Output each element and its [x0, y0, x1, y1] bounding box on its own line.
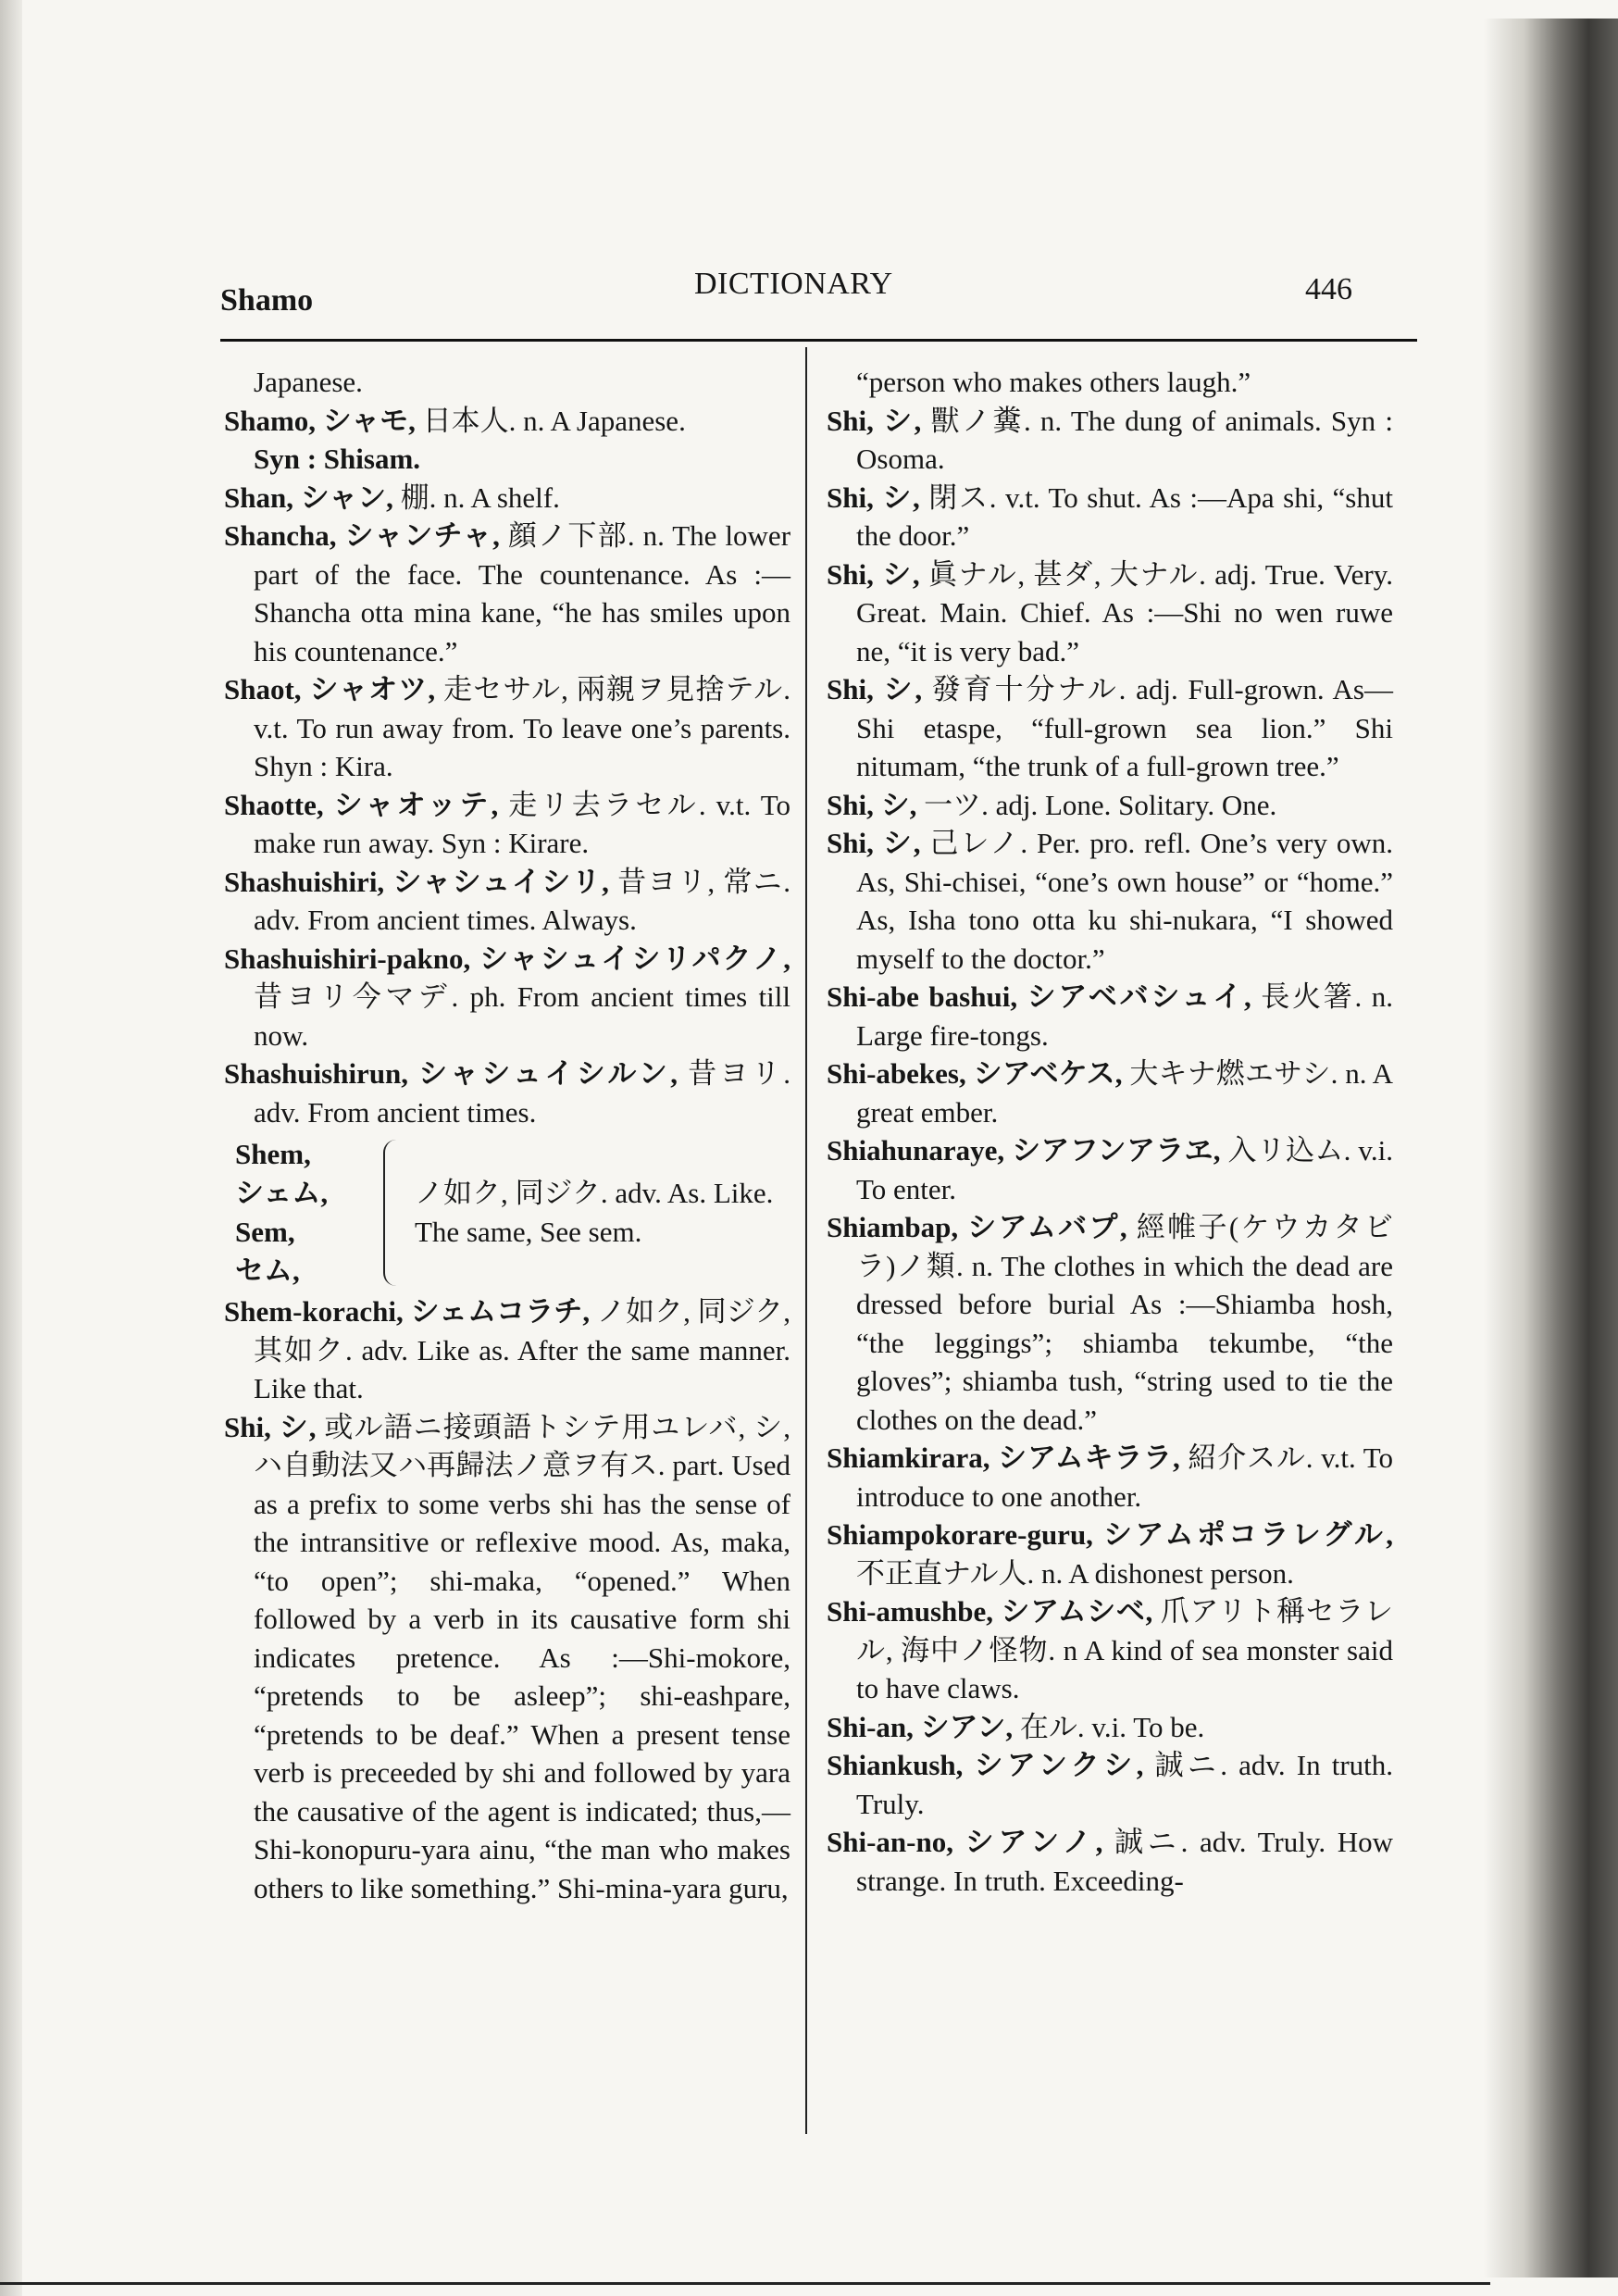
dictionary-entry — [827, 824, 1393, 978]
entry-definition: ノ如ク, 同ジク. adv. As. Like. The same, See sem. — [415, 1177, 774, 1248]
entry-headword: Shaot, シャオツ, — [224, 673, 436, 705]
dictionary-entry — [827, 1054, 1393, 1131]
entry-definition: 經帷子(ケウカタビラ)ノ類. n. The clothes in which the dead are dressed before burial As :—Shiamba hosh, “the leggings”; shiamba tekumbe, “the gloves”; shiamba tush, “string used to tie the clothes on the dead.” — [856, 1211, 1393, 1436]
synonym-text: Syn : Shisam. — [254, 443, 421, 475]
book-binding-shadow — [1484, 19, 1618, 2277]
entry-definition: 或ル語ニ接頭語トシテ用ユレバ, シ, ハ自動法又ハ再歸法ノ意ヲ有ス. part. Used as a prefix to some verbs shi has the sense of the intransitive or reflexive mood. As, maka, “to open”; shi-maka, “opened.” When followed by a verb in its causative form shi indicates pretence. As :—Shi-mokore, “pretends to be asleep”; shi-eashpare, “pretends to be deaf.” When a present tense verb is preceeded by shi and followed by yara the causative of the agent is indicated; thus,—Shi-konopuru-yara ainu, “the man who makes others to like something.” Shi-mina-yara guru, — [254, 1410, 790, 1904]
entry-headword: Shiankush, シアンクシ, — [827, 1749, 1144, 1781]
entry-definition: 走セサル, 兩親ヲ見捨テル. v.t. To run away from. To leave one’s parents. Shyn : Kira. — [254, 673, 791, 782]
continuation-text: “person who makes others laugh.” — [856, 366, 1251, 398]
dictionary-entry — [827, 1592, 1393, 1708]
dictionary-entry — [224, 517, 790, 670]
entry-headword: Shan, シャン, — [224, 480, 393, 514]
dictionary-entry — [827, 1439, 1393, 1516]
dictionary-entry — [827, 1708, 1393, 1747]
bracketed-entry — [235, 1135, 790, 1291]
entry-headword: Shi-an, シアン, — [827, 1710, 1014, 1743]
right-column — [827, 363, 1393, 1900]
dictionary-entry — [827, 1208, 1393, 1439]
entry-headword: Sem, — [235, 1216, 295, 1248]
header-rule — [220, 339, 1417, 342]
entry-definition: 昔ヨリ今マデ. ph. From ancient times till now. — [254, 980, 790, 1052]
bracketed-headwords — [235, 1135, 383, 1291]
running-head-left: Shamo — [220, 283, 314, 318]
dictionary-entry — [224, 863, 790, 940]
dictionary-entry — [827, 1823, 1393, 1900]
entry-headword: Shi-abe bashui, シアベバシュイ, — [827, 980, 1251, 1013]
entry-headword: Shashuishiri, シャシュイシリ, — [224, 865, 609, 898]
entry-definition: 顔ノ下部. n. The lower part of the face. The countenance. As :—Shancha otta mina kane, “he has smiles upon his countenance.” — [254, 519, 791, 668]
left-column — [224, 363, 790, 1907]
dictionary-entry — [224, 479, 790, 518]
entry-definition: 昔ヨリ. adv. From ancient times. — [254, 1057, 791, 1129]
entry-definition: 己レノ. Per. pro. refl. One’s very own. As, Shi-chisei, “one’s own house” or “home.” As, Isha tono otta ku shi-nukara, “I showed myself to the doctor.” — [856, 827, 1393, 975]
entry-definition: 在ル. v.i. To be. — [1013, 1710, 1205, 1743]
entry-continuation — [224, 363, 790, 402]
entry-headword: セム, — [235, 1254, 300, 1287]
entry-definition: 紹介スル. v.t. To introduce to one another. — [856, 1441, 1393, 1513]
dictionary-entry — [224, 940, 790, 1055]
dictionary-entry — [827, 978, 1393, 1054]
continuation-text: Japanese. — [254, 366, 363, 398]
dictionary-entry — [224, 670, 790, 786]
entry-definition: 獸ノ糞. n. The dung of animals. Syn : Osoma. — [856, 404, 1393, 475]
entry-definition: 眞ナル, 甚ダ, 大ナル. adj. True. Very. Great. Main. Chief. As :—Shi no wen ruwe ne, “it is very bad.” — [856, 557, 1393, 668]
entry-headword: Shiambap, シアムバプ, — [827, 1211, 1127, 1243]
dictionary-entry — [827, 479, 1393, 555]
dictionary-entry — [827, 402, 1393, 479]
entry-headword: Shi-amushbe, シアムシベ, — [827, 1595, 1153, 1628]
entry-headword: Shem, — [235, 1138, 311, 1170]
entry-definition: 誠ニ. adv. Truly. How strange. In truth. Exceeding- — [856, 1826, 1393, 1897]
bottom-edge — [0, 2282, 1490, 2285]
entry-headword: Shi, シ, — [827, 404, 922, 437]
entry-definition: 誠ニ. adv. In truth. Truly. — [856, 1749, 1394, 1820]
dictionary-entry — [224, 1408, 790, 1908]
entry-headword: Shi, シ, — [827, 557, 920, 591]
entry-headword: Shiampokorare-guru, シアムポコラレグル, — [827, 1518, 1393, 1551]
entry-headword: Shashuishirun, シャシュイシルン, — [224, 1057, 678, 1090]
column-divider — [805, 347, 807, 2134]
entry-headword: Shi, シ, — [827, 673, 923, 705]
entry-headword: Shiahunaraye, シアフンアラヱ, — [827, 1134, 1221, 1167]
entry-definition: 大キナ燃エサシ. n. A great ember. — [856, 1057, 1393, 1129]
entry-definition: 走リ去ラセル. v.t. To make run away. Syn : Kirare. — [254, 788, 791, 859]
entry-headword: Shashuishiri-pakno, シャシュイシリパクノ, — [224, 942, 790, 975]
entry-definition: 長火箸. n. Large fire-tongs. — [856, 980, 1393, 1052]
running-head-title: DICTIONARY — [694, 267, 893, 301]
brace-mark — [383, 1140, 402, 1286]
entry-headword: Shi-an-no, シアンノ, — [827, 1826, 1103, 1858]
entry-definition: 入リ込ム. v.i. To enter. — [856, 1134, 1393, 1205]
dictionary-entry — [827, 786, 1393, 825]
entry-headword: Shi, シ, — [224, 1410, 317, 1443]
entry-headword: Shancha, シャンチャ, — [224, 519, 500, 552]
page-number: 446 — [1305, 272, 1352, 306]
page-edge-shadow — [0, 0, 22, 2296]
entry-headword: Shi-abekes, シアベケス, — [827, 1057, 1123, 1090]
entry-headword: Shi, シ, — [827, 827, 921, 859]
dictionary-entry — [224, 402, 790, 441]
entry-definition: 爪アリト稱セラレル, 海中ノ怪物. n A kind of sea monster said to have claws. — [856, 1595, 1393, 1704]
dictionary-entry — [827, 670, 1393, 786]
entry-headword: シェム, — [235, 1177, 329, 1209]
entry-headword: Shi, シ, — [827, 788, 917, 821]
entry-definition: 一ツ. adj. Lone. Solitary. One. — [916, 788, 1277, 821]
entry-headword: Shi, シ, — [827, 480, 920, 514]
dictionary-entry — [827, 1131, 1393, 1208]
entry-continuation — [224, 440, 790, 479]
entry-headword: Shamo, シャモ, — [224, 404, 416, 437]
entry-definition: 昔ヨリ, 常ニ. adv. From ancient times. Always. — [254, 865, 790, 936]
entry-definition: 棚. n. A shelf. — [392, 480, 560, 514]
dictionary-entry — [224, 786, 790, 863]
dictionary-entry — [827, 555, 1393, 671]
entry-definition: ノ如ク, 同ジク, 其如ク. adv. Like as. After the same manner. Like that. — [254, 1295, 790, 1404]
entry-continuation — [827, 363, 1393, 402]
entry-definition: 閉ス. v.t. To shut. As :—Apa shi, “shut the door.” — [856, 480, 1393, 552]
entry-definition: 日本人. n. A Japanese. — [415, 404, 686, 437]
dictionary-entry — [224, 1292, 790, 1408]
dictionary-entry — [827, 1516, 1393, 1592]
entry-headword: Shem-korachi, シェムコラチ, — [224, 1295, 591, 1328]
entry-headword: Shaotte, シャオッテ, — [224, 788, 499, 821]
entry-definition: 不正直ナル人. n. A dishonest person. — [856, 1556, 1294, 1590]
dictionary-entry — [827, 1746, 1393, 1823]
entry-definition: 發育十分ナル. adj. Full-grown. As—Shi etaspe, “full-grown sea lion.” Shi nitumam, “the trunk of a full-grown tree.” — [856, 673, 1393, 782]
entry-headword: Shiamkirara, シアムキララ, — [827, 1441, 1180, 1474]
dictionary-entry — [224, 1054, 790, 1131]
